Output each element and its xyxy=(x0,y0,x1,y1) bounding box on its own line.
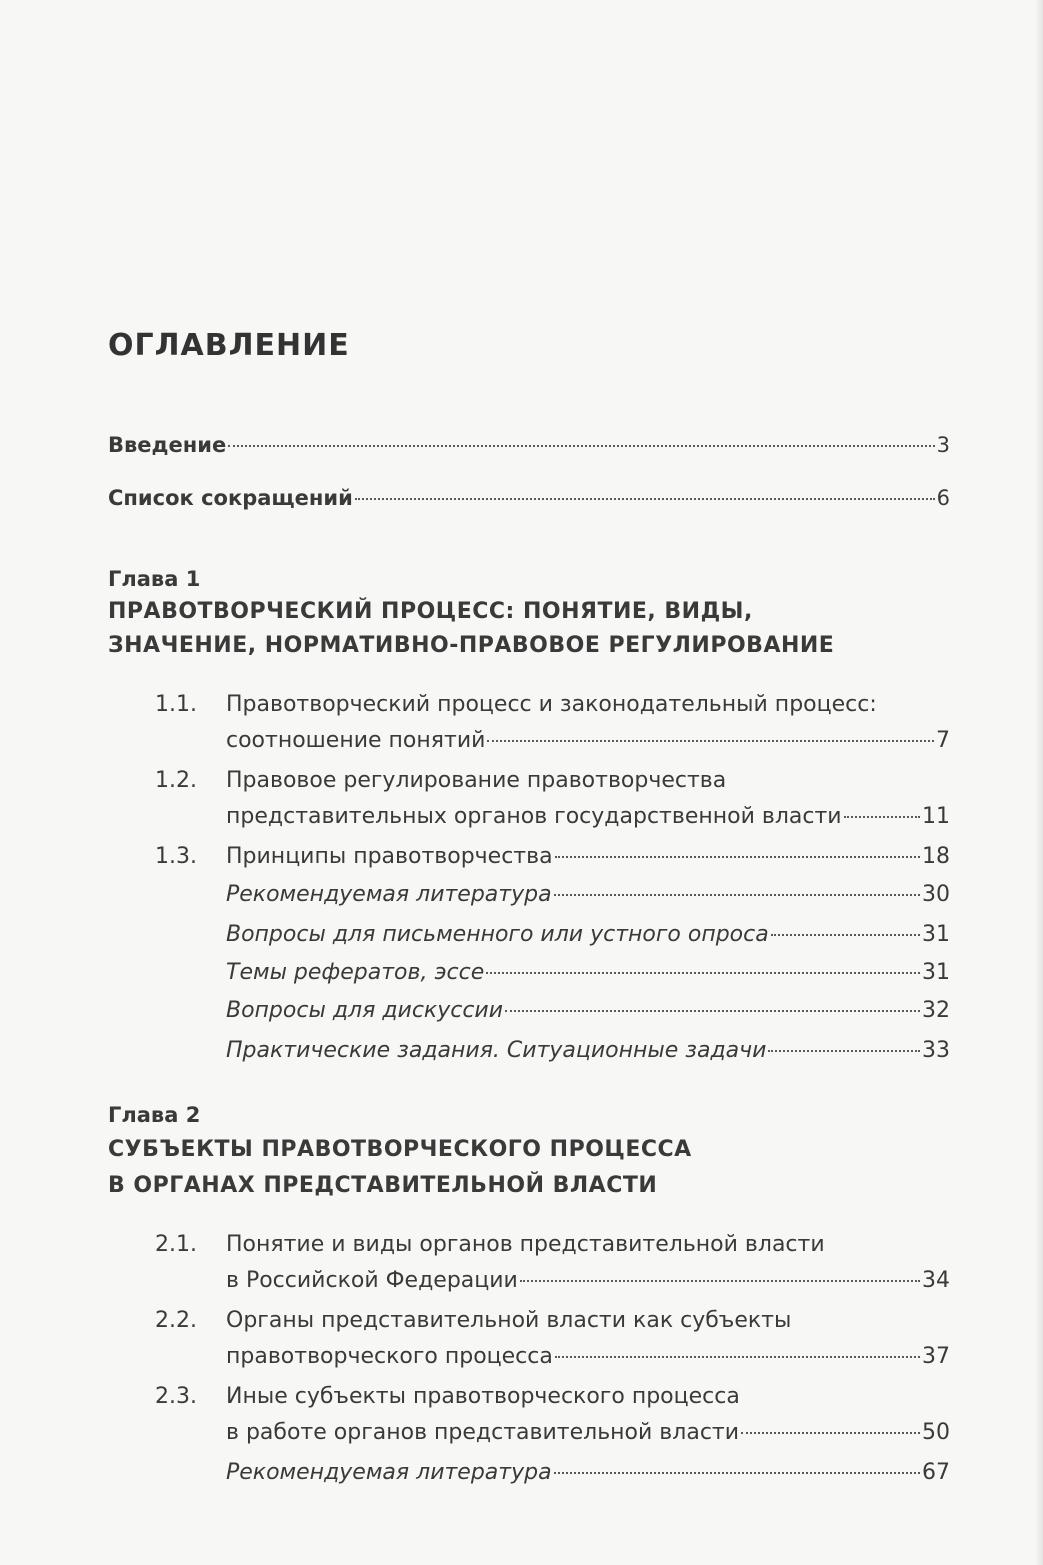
toc-entry-label: правотворческого процесса xyxy=(226,1344,553,1369)
dot-leader xyxy=(555,856,920,858)
dot-leader xyxy=(555,1356,920,1358)
dot-leader xyxy=(487,740,934,742)
toc-entry-intro[interactable] xyxy=(108,428,950,462)
toc-entry-label: в Российской Федерации xyxy=(226,1268,518,1293)
dot-leader xyxy=(741,1432,920,1434)
toc-entry-label: в работе органов представительной власти xyxy=(226,1420,740,1445)
dot-leader xyxy=(771,934,920,936)
toc-title: ОГЛАВЛЕНИЕ xyxy=(108,328,350,363)
chapter-2-title-line2: В ОРГАНАХ ПРЕДСТАВИТЕЛЬНОЙ ВЛАСТИ xyxy=(108,1173,658,1198)
section-1-2-title-line1: Правовое регулирование правотворчества xyxy=(226,768,727,793)
toc-entry-essay-topics[interactable] xyxy=(226,956,950,990)
chapter-2-title-line1: СУБЪЕКТЫ ПРАВОТВОРЧЕСКОГО ПРОЦЕССА xyxy=(108,1137,692,1162)
dot-leader xyxy=(554,894,920,896)
toc-entry-label: Вопросы для письменного или устного опроса xyxy=(226,922,769,947)
section-number-2-3: 2.3. xyxy=(155,1384,197,1409)
chapter-2-label: Глава 2 xyxy=(108,1103,201,1127)
dot-leader xyxy=(486,972,920,974)
toc-page-number: 33 xyxy=(922,1038,950,1063)
toc-entry-label: Принципы правотворчества xyxy=(226,844,553,869)
toc-entry-label: соотношение понятий xyxy=(226,728,486,753)
section-number-2-2: 2.2. xyxy=(155,1308,197,1333)
dot-leader xyxy=(520,1280,920,1282)
toc-page-number: 6 xyxy=(936,486,950,510)
toc-page-number: 11 xyxy=(922,804,950,829)
toc-entry-label: Рекомендуемая литература xyxy=(226,882,552,907)
section-2-1-title-line1: Понятие и виды органов представительной власти xyxy=(226,1232,825,1257)
toc-entry-2-1[interactable] xyxy=(226,1264,950,1298)
toc-entry-label: Рекомендуемая литература xyxy=(226,1460,552,1485)
section-2-3-title-line1: Иные субъекты правотворческого процесса xyxy=(226,1384,740,1409)
toc-entry-abbreviations[interactable] xyxy=(108,481,950,515)
toc-entry-discussion-questions[interactable] xyxy=(226,994,950,1028)
toc-entry-recommended-literature-2[interactable] xyxy=(226,1456,950,1490)
chapter-1-title-line1: ПРАВОТВОРЧЕСКИЙ ПРОЦЕСС: ПОНЯТИЕ, ВИДЫ, xyxy=(108,599,753,624)
toc-page-number: 37 xyxy=(922,1344,950,1369)
toc-entry-survey-questions[interactable] xyxy=(226,918,950,952)
dot-leader xyxy=(355,498,935,500)
toc-page-number: 18 xyxy=(922,844,950,869)
toc-entry-label: представительных органов государственной власти xyxy=(226,804,842,829)
toc-entry-1-2[interactable] xyxy=(226,800,950,834)
toc-entry-label: Темы рефератов, эссе xyxy=(226,960,485,985)
toc-entry-recommended-literature[interactable] xyxy=(226,878,950,912)
toc-page-number: 67 xyxy=(922,1460,950,1485)
toc-entry-1-1[interactable] xyxy=(226,724,950,758)
toc-page-number: 32 xyxy=(922,998,950,1023)
section-number-1-2: 1.2. xyxy=(155,768,197,793)
page-edge-shadow xyxy=(1035,0,1043,1565)
toc-page-number: 30 xyxy=(922,882,950,907)
toc-entry-2-2[interactable] xyxy=(226,1340,950,1374)
toc-page-number: 31 xyxy=(922,960,950,985)
dot-leader xyxy=(844,816,920,818)
toc-entry-1-3[interactable] xyxy=(226,840,950,874)
section-1-1-title-line1: Правотворческий процесс и законодательный процесс: xyxy=(226,692,877,717)
section-number-1-1: 1.1. xyxy=(155,692,197,717)
dot-leader xyxy=(228,445,934,447)
toc-entry-practical-tasks[interactable] xyxy=(226,1034,950,1068)
section-2-2-title-line1: Органы представительной власти как субъекты xyxy=(226,1308,792,1333)
toc-page-number: 50 xyxy=(922,1420,950,1445)
section-number-1-3: 1.3. xyxy=(155,844,197,869)
section-number-2-1: 2.1. xyxy=(155,1232,197,1257)
dot-leader xyxy=(554,1472,920,1474)
toc-entry-label: Список сокращений xyxy=(108,486,353,510)
toc-page-number: 34 xyxy=(922,1268,950,1293)
toc-entry-label: Введение xyxy=(108,433,227,457)
chapter-1-label: Глава 1 xyxy=(108,567,201,591)
toc-entry-label: Вопросы для дискуссии xyxy=(226,998,504,1023)
dot-leader xyxy=(768,1050,920,1052)
dot-leader xyxy=(505,1010,920,1012)
toc-page-number: 31 xyxy=(922,922,950,947)
toc-page-number: 7 xyxy=(936,728,950,753)
toc-entry-label: Практические задания. Ситуационные задачи xyxy=(226,1038,767,1063)
toc-entry-2-3[interactable] xyxy=(226,1416,950,1450)
chapter-1-title-line2: ЗНАЧЕНИЕ, НОРМАТИВНО-ПРАВОВОЕ РЕГУЛИРОВАНИЕ xyxy=(108,633,835,658)
toc-page-number: 3 xyxy=(936,433,950,457)
